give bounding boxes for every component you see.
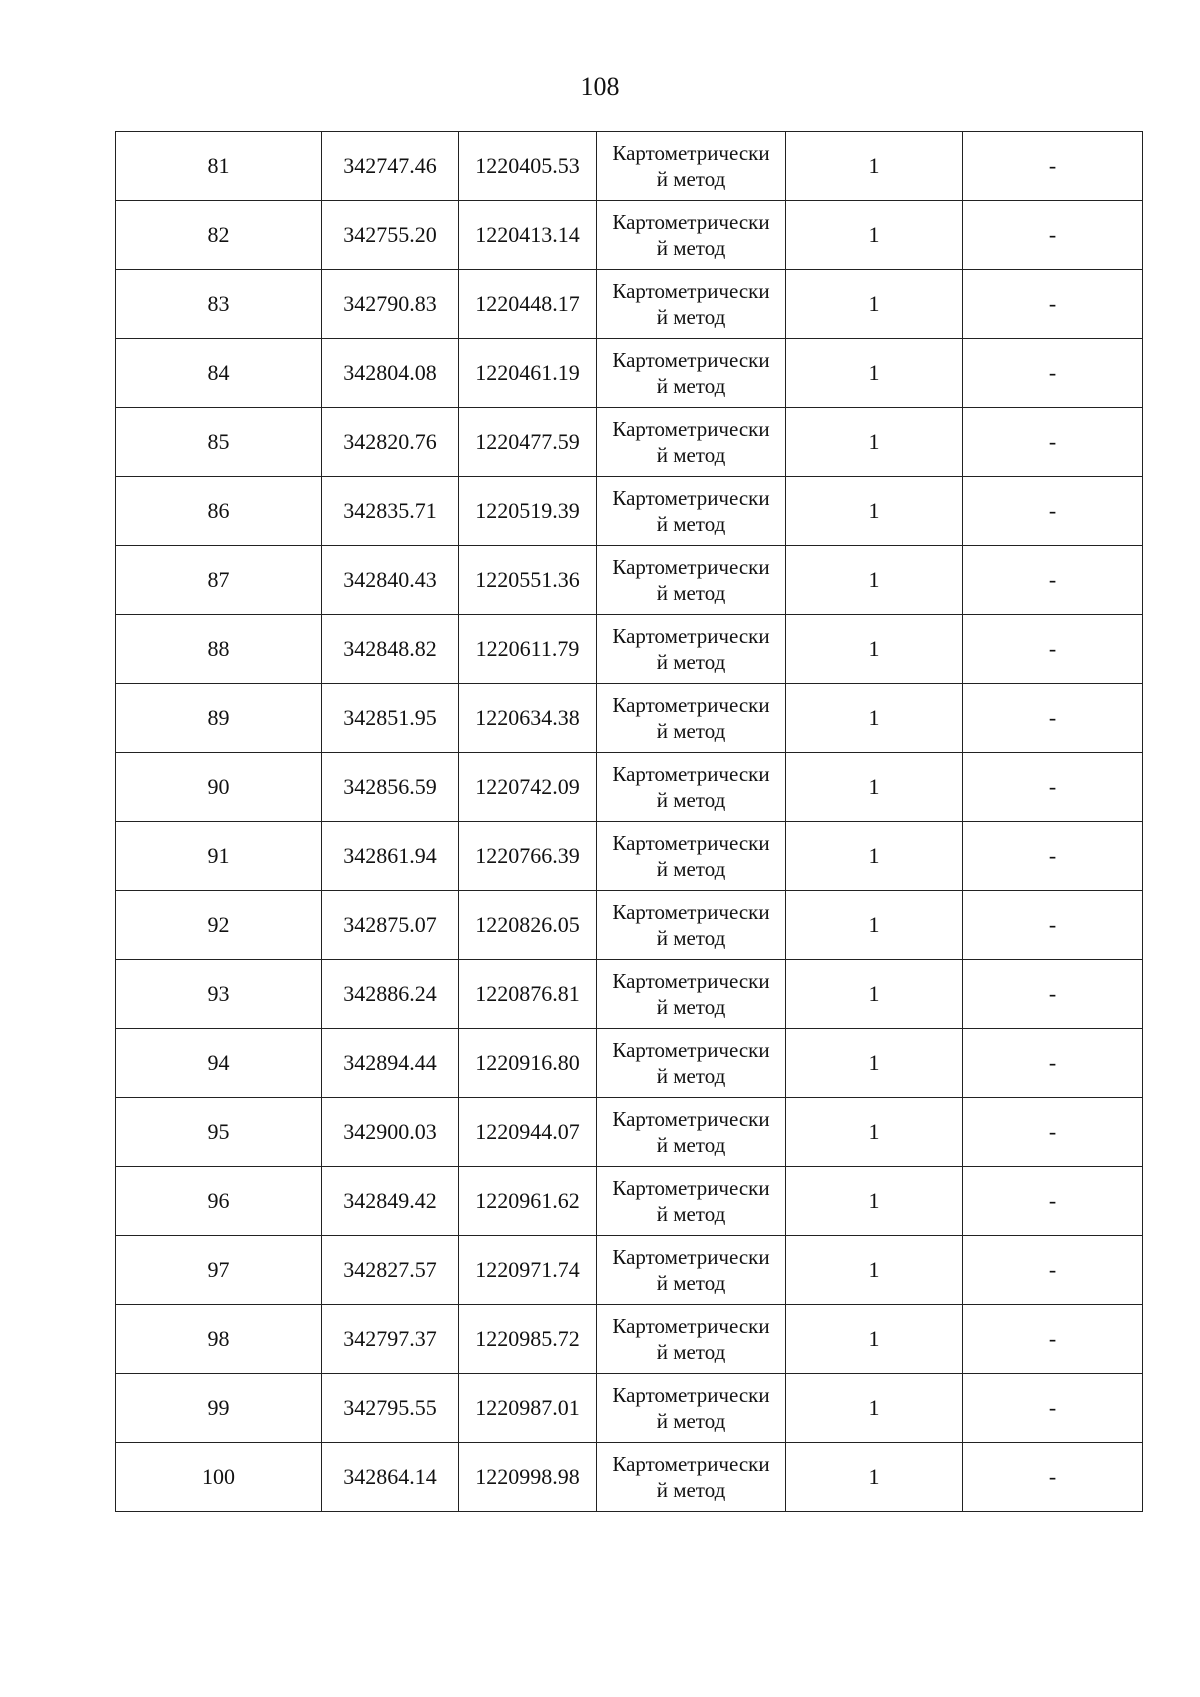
method-line-1: Картометрически <box>612 141 770 165</box>
note-cell: - <box>963 477 1143 546</box>
accuracy-cell: 1 <box>786 270 963 339</box>
method-cell <box>597 1236 786 1305</box>
method-line-2: й метод <box>656 1271 726 1295</box>
method-line-1: Картометрически <box>612 348 770 372</box>
method-line-2: й метод <box>656 305 726 329</box>
table-row <box>116 339 1143 408</box>
method-line-1: Картометрически <box>612 417 770 441</box>
method-cell <box>597 822 786 891</box>
point-number-cell: 92 <box>116 891 322 960</box>
table-row <box>116 132 1143 201</box>
x-coordinate-cell: 342755.20 <box>322 201 459 270</box>
note-cell: - <box>963 753 1143 822</box>
note-cell: - <box>963 960 1143 1029</box>
table-row <box>116 1029 1143 1098</box>
method-line-2: й метод <box>656 788 726 812</box>
accuracy-cell: 1 <box>786 1167 963 1236</box>
x-coordinate-cell: 342797.37 <box>322 1305 459 1374</box>
table-row <box>116 822 1143 891</box>
x-coordinate-cell: 342747.46 <box>322 132 459 201</box>
method-line-2: й метод <box>656 1202 726 1226</box>
table-row <box>116 1098 1143 1167</box>
method-cell <box>597 339 786 408</box>
note-cell: - <box>963 201 1143 270</box>
y-coordinate-cell: 1220413.14 <box>459 201 597 270</box>
note-cell: - <box>963 408 1143 477</box>
table-row <box>116 546 1143 615</box>
y-coordinate-cell: 1220611.79 <box>459 615 597 684</box>
accuracy-cell: 1 <box>786 1236 963 1305</box>
coordinates-table-body <box>116 132 1143 1512</box>
point-number-cell: 91 <box>116 822 322 891</box>
method-line-2: й метод <box>656 374 726 398</box>
method-cell <box>597 615 786 684</box>
x-coordinate-cell: 342875.07 <box>322 891 459 960</box>
note-cell: - <box>963 684 1143 753</box>
method-line-2: й метод <box>656 926 726 950</box>
method-cell <box>597 891 786 960</box>
method-line-1: Картометрически <box>612 486 770 510</box>
y-coordinate-cell: 1220961.62 <box>459 1167 597 1236</box>
table-row <box>116 1443 1143 1512</box>
x-coordinate-cell: 342848.82 <box>322 615 459 684</box>
method-line-2: й метод <box>656 512 726 536</box>
note-cell: - <box>963 1029 1143 1098</box>
coordinates-table <box>115 131 1143 1512</box>
point-number-cell: 95 <box>116 1098 322 1167</box>
method-cell <box>597 753 786 822</box>
point-number-cell: 83 <box>116 270 322 339</box>
y-coordinate-cell: 1220405.53 <box>459 132 597 201</box>
y-coordinate-cell: 1220477.59 <box>459 408 597 477</box>
method-line-1: Картометрически <box>612 279 770 303</box>
method-line-2: й метод <box>656 650 726 674</box>
method-line-1: Картометрически <box>612 1314 770 1338</box>
accuracy-cell: 1 <box>786 615 963 684</box>
method-line-2: й метод <box>656 1478 726 1502</box>
method-line-2: й метод <box>656 167 726 191</box>
point-number-cell: 89 <box>116 684 322 753</box>
note-cell: - <box>963 270 1143 339</box>
method-cell <box>597 546 786 615</box>
method-line-2: й метод <box>656 1409 726 1433</box>
point-number-cell: 100 <box>116 1443 322 1512</box>
accuracy-cell: 1 <box>786 960 963 1029</box>
accuracy-cell: 1 <box>786 1374 963 1443</box>
page-number: 108 <box>580 72 620 101</box>
method-cell <box>597 684 786 753</box>
accuracy-cell: 1 <box>786 1443 963 1512</box>
point-number-cell: 86 <box>116 477 322 546</box>
table-row <box>116 270 1143 339</box>
x-coordinate-cell: 342790.83 <box>322 270 459 339</box>
method-line-2: й метод <box>656 236 726 260</box>
method-line-2: й метод <box>656 995 726 1019</box>
table-row <box>116 201 1143 270</box>
x-coordinate-cell: 342864.14 <box>322 1443 459 1512</box>
x-coordinate-cell: 342835.71 <box>322 477 459 546</box>
y-coordinate-cell: 1220971.74 <box>459 1236 597 1305</box>
accuracy-cell: 1 <box>786 1098 963 1167</box>
table-row <box>116 477 1143 546</box>
method-line-1: Картометрически <box>612 210 770 234</box>
note-cell: - <box>963 891 1143 960</box>
y-coordinate-cell: 1220876.81 <box>459 960 597 1029</box>
note-cell: - <box>963 615 1143 684</box>
method-line-1: Картометрически <box>612 1452 770 1476</box>
point-number-cell: 99 <box>116 1374 322 1443</box>
method-line-2: й метод <box>656 1340 726 1364</box>
method-line-2: й метод <box>656 1064 726 1088</box>
accuracy-cell: 1 <box>786 201 963 270</box>
method-cell <box>597 132 786 201</box>
table-row <box>116 960 1143 1029</box>
x-coordinate-cell: 342840.43 <box>322 546 459 615</box>
method-line-1: Картометрически <box>612 900 770 924</box>
method-cell <box>597 201 786 270</box>
method-cell <box>597 1443 786 1512</box>
note-cell: - <box>963 132 1143 201</box>
point-number-cell: 94 <box>116 1029 322 1098</box>
x-coordinate-cell: 342856.59 <box>322 753 459 822</box>
method-line-1: Картометрически <box>612 1383 770 1407</box>
y-coordinate-cell: 1220551.36 <box>459 546 597 615</box>
accuracy-cell: 1 <box>786 546 963 615</box>
y-coordinate-cell: 1220634.38 <box>459 684 597 753</box>
method-cell <box>597 1098 786 1167</box>
method-cell <box>597 1374 786 1443</box>
x-coordinate-cell: 342861.94 <box>322 822 459 891</box>
method-line-1: Картометрически <box>612 555 770 579</box>
y-coordinate-cell: 1220826.05 <box>459 891 597 960</box>
point-number-cell: 84 <box>116 339 322 408</box>
method-line-1: Картометрически <box>612 969 770 993</box>
y-coordinate-cell: 1220944.07 <box>459 1098 597 1167</box>
table-row <box>116 408 1143 477</box>
y-coordinate-cell: 1220998.98 <box>459 1443 597 1512</box>
method-line-1: Картометрически <box>612 693 770 717</box>
point-number-cell: 90 <box>116 753 322 822</box>
note-cell: - <box>963 1236 1143 1305</box>
method-cell <box>597 408 786 477</box>
accuracy-cell: 1 <box>786 1029 963 1098</box>
point-number-cell: 87 <box>116 546 322 615</box>
method-line-1: Картометрически <box>612 1038 770 1062</box>
x-coordinate-cell: 342820.76 <box>322 408 459 477</box>
method-line-2: й метод <box>656 1133 726 1157</box>
point-number-cell: 96 <box>116 1167 322 1236</box>
x-coordinate-cell: 342851.95 <box>322 684 459 753</box>
accuracy-cell: 1 <box>786 684 963 753</box>
accuracy-cell: 1 <box>786 408 963 477</box>
method-line-1: Картометрически <box>612 831 770 855</box>
method-line-2: й метод <box>656 719 726 743</box>
y-coordinate-cell: 1220985.72 <box>459 1305 597 1374</box>
point-number-cell: 81 <box>116 132 322 201</box>
method-cell <box>597 1029 786 1098</box>
accuracy-cell: 1 <box>786 477 963 546</box>
note-cell: - <box>963 1374 1143 1443</box>
x-coordinate-cell: 342900.03 <box>322 1098 459 1167</box>
table-row <box>116 1167 1143 1236</box>
table-row <box>116 753 1143 822</box>
method-line-1: Картометрически <box>612 1245 770 1269</box>
y-coordinate-cell: 1220916.80 <box>459 1029 597 1098</box>
table-row <box>116 891 1143 960</box>
x-coordinate-cell: 342886.24 <box>322 960 459 1029</box>
table-row <box>116 1236 1143 1305</box>
note-cell: - <box>963 339 1143 408</box>
x-coordinate-cell: 342795.55 <box>322 1374 459 1443</box>
method-cell <box>597 270 786 339</box>
y-coordinate-cell: 1220448.17 <box>459 270 597 339</box>
method-line-2: й метод <box>656 581 726 605</box>
point-number-cell: 88 <box>116 615 322 684</box>
y-coordinate-cell: 1220766.39 <box>459 822 597 891</box>
x-coordinate-cell: 342894.44 <box>322 1029 459 1098</box>
point-number-cell: 93 <box>116 960 322 1029</box>
accuracy-cell: 1 <box>786 753 963 822</box>
y-coordinate-cell: 1220519.39 <box>459 477 597 546</box>
x-coordinate-cell: 342804.08 <box>322 339 459 408</box>
note-cell: - <box>963 1443 1143 1512</box>
accuracy-cell: 1 <box>786 822 963 891</box>
method-line-1: Картометрически <box>612 762 770 786</box>
accuracy-cell: 1 <box>786 1305 963 1374</box>
y-coordinate-cell: 1220461.19 <box>459 339 597 408</box>
method-line-1: Картометрически <box>612 624 770 648</box>
accuracy-cell: 1 <box>786 891 963 960</box>
method-cell <box>597 1167 786 1236</box>
note-cell: - <box>963 1167 1143 1236</box>
note-cell: - <box>963 1098 1143 1167</box>
table-row <box>116 1374 1143 1443</box>
method-line-2: й метод <box>656 857 726 881</box>
note-cell: - <box>963 546 1143 615</box>
note-cell: - <box>963 822 1143 891</box>
note-cell: - <box>963 1305 1143 1374</box>
point-number-cell: 97 <box>116 1236 322 1305</box>
table-row <box>116 1305 1143 1374</box>
point-number-cell: 82 <box>116 201 322 270</box>
y-coordinate-cell: 1220987.01 <box>459 1374 597 1443</box>
point-number-cell: 98 <box>116 1305 322 1374</box>
method-line-1: Картометрически <box>612 1107 770 1131</box>
x-coordinate-cell: 342849.42 <box>322 1167 459 1236</box>
table-row <box>116 684 1143 753</box>
method-cell <box>597 960 786 1029</box>
method-cell <box>597 477 786 546</box>
y-coordinate-cell: 1220742.09 <box>459 753 597 822</box>
accuracy-cell: 1 <box>786 339 963 408</box>
accuracy-cell: 1 <box>786 132 963 201</box>
method-line-2: й метод <box>656 443 726 467</box>
method-line-1: Картометрически <box>612 1176 770 1200</box>
point-number-cell: 85 <box>116 408 322 477</box>
x-coordinate-cell: 342827.57 <box>322 1236 459 1305</box>
table-row <box>116 615 1143 684</box>
method-cell <box>597 1305 786 1374</box>
